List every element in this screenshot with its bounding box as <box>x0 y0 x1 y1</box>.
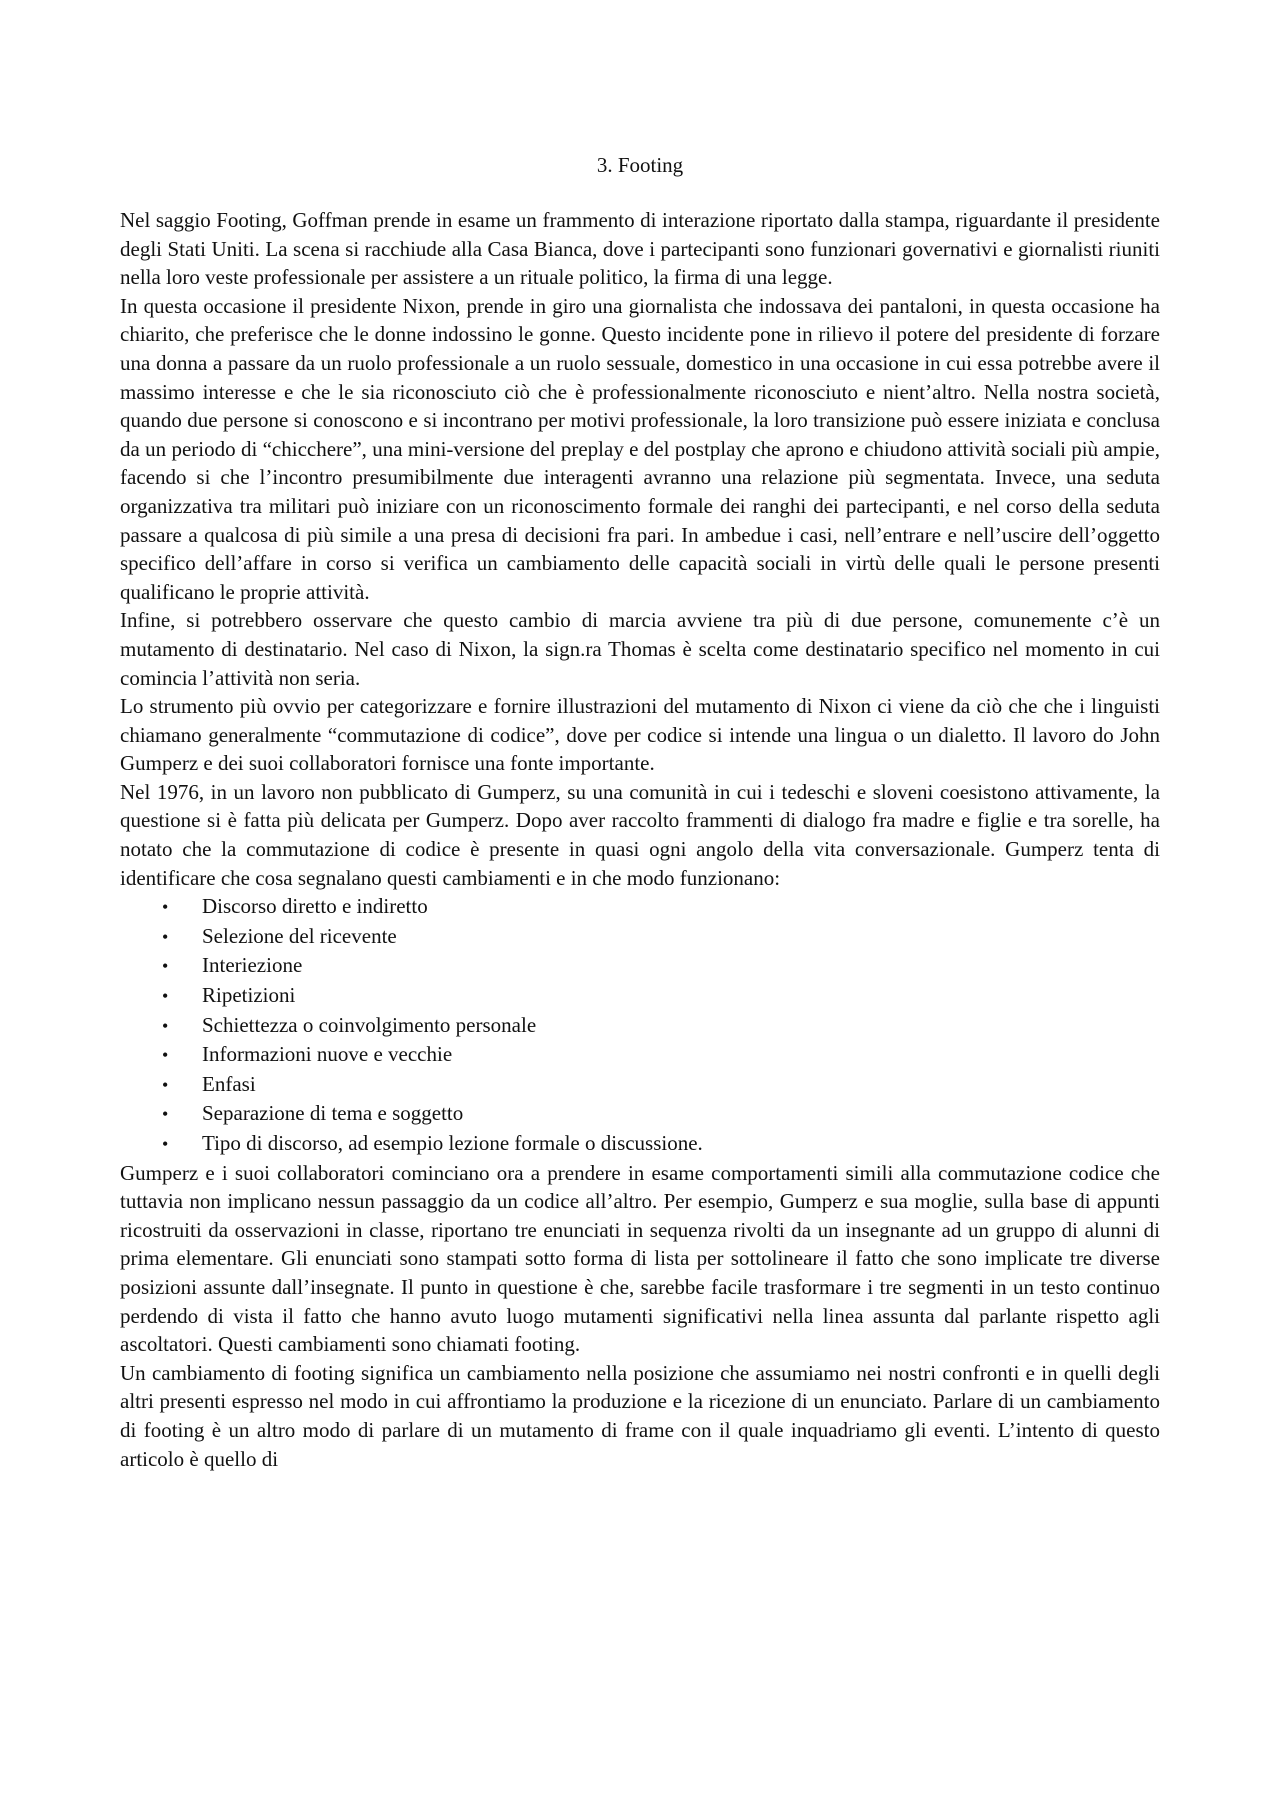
list-item-text: Schiettezza o coinvolgimento personale <box>202 1012 537 1037</box>
list-item <box>158 1129 1160 1159</box>
paragraph: Un cambiamento di footing significa un cambiamento nella posizione che assumiamo nei nostri confronti e in quelli degli altri presenti espresso nel modo in cui affrontiamo la produzione e la ricezione di un enunciato. Parlare di un cambiamento di footing è un altro modo di parlare di un mutamento di frame con il quale inquadriamo gli eventi. L’intento di questo articolo è quello di <box>120 1360 1160 1471</box>
list-item-text: Ripetizioni <box>202 983 296 1008</box>
bullet-list <box>120 892 1160 1158</box>
paragraph: Nel 1976, in un lavoro non pubblicato di Gumperz, su una comunità in cui i tedeschi e sloveni coesistono attivamente, la questione si è fatta più delicata per Gumperz. Dopo aver raccolto frammenti di dialogo fra madre e figlie e tra sorelle, ha notato che la commutazione di codice è presente in quasi ogni angolo della vita conversazionale. Gumperz tenta di identificare che cosa segnalano questi cambiamenti e in che modo funzionano: <box>120 779 1160 890</box>
list-item-text: Selezione del ricevente <box>202 923 397 948</box>
bullet-icon: • <box>162 1015 169 1036</box>
list-item <box>158 1070 1160 1100</box>
list-item <box>158 951 1160 981</box>
list-item-text: Informazioni nuove e vecchie <box>202 1042 453 1067</box>
list-item-text: Tipo di discorso, ad esempio lezione formale o discussione. <box>202 1131 703 1155</box>
bullet-icon: • <box>162 926 169 947</box>
list-item <box>158 922 1160 952</box>
list-item <box>158 892 1160 922</box>
document-body <box>120 206 1160 1473</box>
list-item <box>158 1011 1160 1041</box>
list-item <box>158 1099 1160 1129</box>
list-item <box>158 1040 1160 1070</box>
bullet-icon: • <box>162 1074 169 1095</box>
bullet-icon: • <box>162 1045 169 1066</box>
paragraph: Gumperz e i suoi collaboratori cominciano ora a prendere in esame comportamenti simili alla commutazione codice che tuttavia non implicano nessun passaggio da un codice all’altro. Per esempio, Gumperz e sua moglie, sulla base di appunti ricostruiti da osservazioni in classe, riportano tre enunciati in sequenza rivolti da un insegnante ad un gruppo di alunni di prima elementare. Gli enunciati sono stampati sotto forma di lista per sottolineare il fatto che sono implicate tre diverse posizioni assunte dall’insegnate. Il punto in questione è che, sarebbe facile trasformare i tre segmenti in un testo continuo perdendo di vista il fatto che hanno avuto luogo mutamenti significativi nella linea assunta dal parlante rispetto agli ascoltatori. Questi cambiamenti sono chiamati footing. <box>120 1160 1160 1357</box>
paragraph: Infine, si potrebbero osservare che questo cambio di marcia avviene tra più di due persone, comunemente c’è un mutamento di destinatario. Nel caso di Nixon, la sign.ra Thomas è scelta come destinatario specifico nel momento in cui comincia l’attività non seria. <box>120 608 1160 690</box>
bullet-icon: • <box>162 1104 169 1125</box>
bullet-icon: • <box>162 1134 169 1154</box>
bullet-icon: • <box>162 986 169 1007</box>
paragraph: Nel saggio Footing, Goffman prende in esame un frammento di interazione riportato dalla stampa, riguardante il presidente degli Stati Uniti. La scena si racchiude alla Casa Bianca, dove i partecipanti sono funzionari governativi e giornalisti riuniti nella loro veste professionale per assistere a un rituale politico, la firma di una legge. <box>120 208 1160 290</box>
paragraph: In questa occasione il presidente Nixon, prende in giro una giornalista che indossava dei pantaloni, in questa occasione ha chiarito, che preferisce che le donne indossino le gonne. Questo incidente pone in rilievo il potere del presidente di forzare una donna a passare da un ruolo professionale a un ruolo sessuale, domestico in una occasione in cui essa potrebbe avere il massimo interesse e che le sia riconosciuto ciò che è professionalmente riconosciuto e nient’altro. Nella nostra società, quando due persone si conoscono e si incontrano per motivi professionale, la loro transizione può essere iniziata e conclusa da un periodo di “chicchere”, una mini-versione del preplay e del postplay che aprono e chiudono attività sociali più ampie, facendo si che l’incontro presumibilmente due interagenti avranno una relazione più segmentata. Invece, una seduta organizzativa tra militari può iniziare con un riconoscimento formale dei ranghi dei partecipanti, e nel corso della seduta passare a qualcosa di più simile a una presa di decisioni fra pari. In ambedue i casi, nell’entrare e nell’uscire dell’oggetto specifico dell’affare in corso si verifica un cambiamento delle capacità sociali in virtù delle quali le persone presenti qualificano le proprie attività. <box>120 293 1160 604</box>
paragraph: Lo strumento più ovvio per categorizzare e fornire illustrazioni del mutamento di Nixon ci viene da ciò che che i linguisti chiamano generalmente “commutazione di codice”, dove per codice si intende una lingua o un dialetto. Il lavoro do John Gumperz e dei suoi collaboratori fornisce una fonte importante. <box>120 694 1160 776</box>
bullet-icon: • <box>162 956 169 977</box>
bullet-icon: • <box>162 897 169 918</box>
list-item-text: Interiezione <box>202 953 303 978</box>
list-item-text: Discorso diretto e indiretto <box>202 894 428 919</box>
page-title: 3. Footing <box>596 153 684 177</box>
list-item <box>158 981 1160 1011</box>
list-item-text: Enfasi <box>202 1071 256 1096</box>
list-item-text: Separazione di tema e soggetto <box>202 1101 464 1126</box>
